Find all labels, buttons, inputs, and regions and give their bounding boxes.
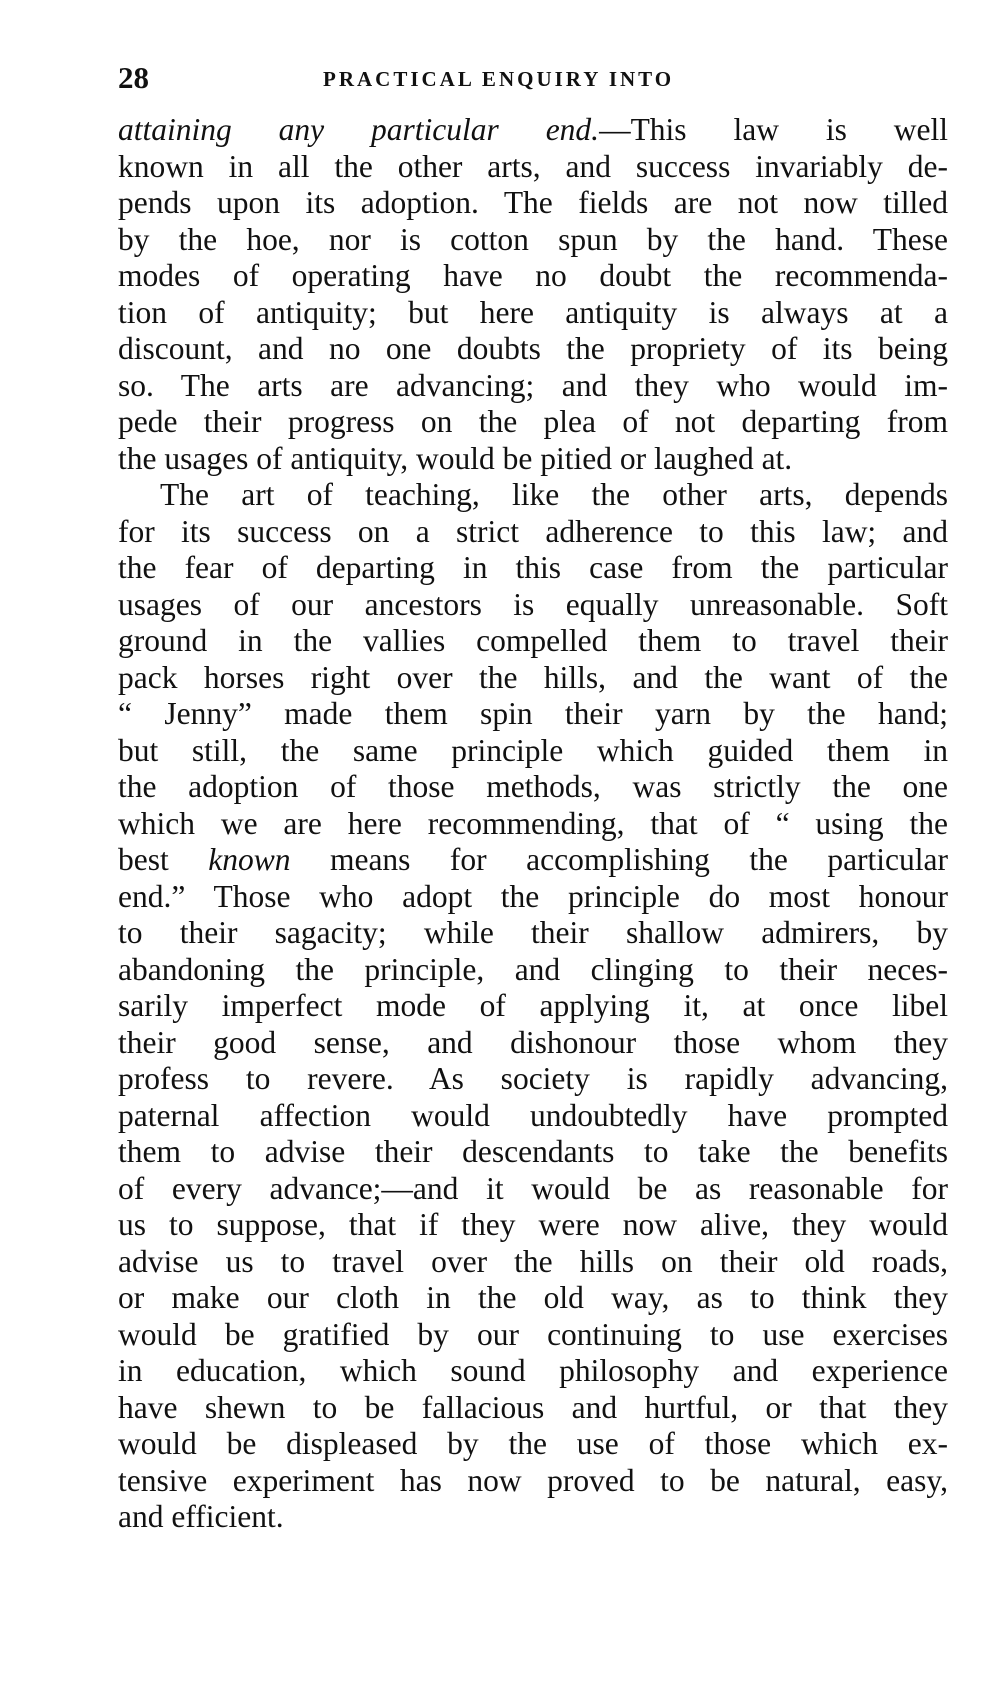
body-text (118, 112, 948, 1536)
page-number: 28 (118, 60, 149, 95)
text-line: pede their progress on the plea of not departing from (118, 404, 948, 439)
text-line (118, 112, 948, 149)
text-line: tion of antiquity; but here antiquity is always at a (118, 294, 948, 330)
text-line: them to advise their descendants to take the benefits (118, 1134, 948, 1169)
text-line: so. The arts are advancing; and they who would im- (118, 367, 948, 403)
text-line: or make our cloth in the old way, as to think they (118, 1280, 948, 1315)
text-line (118, 842, 948, 879)
text-line: paternal affection would undoubtedly have prompted (118, 1097, 948, 1133)
text-line: us to suppose, that if they were now alive, they would (118, 1207, 948, 1242)
text-line: pends upon its adoption. The fields are not now tilled (118, 185, 948, 220)
text-line: “ Jenny” made them spin their yarn by the hand; (118, 696, 948, 731)
text-line: usages of our ancestors is equally unreasonable. Soft (118, 586, 948, 622)
text-line: sarily imperfect mode of applying it, at once libel (118, 988, 948, 1023)
text-line: and efficient. (118, 1499, 284, 1534)
text-line: advise us to travel over the hills on their old roads, (118, 1243, 948, 1279)
text-span: best (118, 842, 209, 877)
paragraph-first-line: The art of teaching, like the other arts, depends (160, 477, 948, 512)
text-span: means for accomplishing the particular (290, 842, 948, 877)
text-line: abandoning the principle, and clinging to their neces- (118, 951, 948, 987)
text-line: but still, the same principle which guided them in (118, 732, 948, 768)
text-line: ground in the vallies compelled them to travel their (118, 623, 948, 658)
text-line: would be displeased by the use of those which ex- (118, 1426, 948, 1461)
italic-word: known (208, 842, 291, 877)
text-line: for its success on a strict adherence to this law; and (118, 513, 948, 549)
text-line: known in all the other arts, and success invariably de- (118, 148, 948, 184)
text-line: discount, and no one doubts the propriety of its being (118, 331, 948, 366)
text-line: profess to revere. As society is rapidly advancing, (118, 1061, 948, 1096)
text-line: which we are here recommending, that of “ using the (118, 805, 948, 841)
text-line: the usages of antiquity, would be pitied or laughed at. (118, 440, 793, 476)
text-line: to their sagacity; while their shallow admirers, by (118, 915, 948, 950)
text-line: in education, which sound philosophy and experience (118, 1353, 948, 1388)
text-line: the adoption of those methods, was strictly the one (118, 769, 948, 804)
text-line: would be gratified by our continuing to use exercises (118, 1316, 948, 1352)
text-line: pack horses right over the hills, and the want of the (118, 659, 948, 695)
running-head (118, 60, 948, 100)
text-line: by the hoe, nor is cotton spun by the hand. These (118, 221, 948, 257)
text-line: their good sense, and dishonour those whom they (118, 1024, 948, 1060)
text-span: —This law is well (599, 112, 948, 147)
text-line: have shewn to be fallacious and hurtful, or that they (118, 1389, 948, 1425)
running-title: PRACTICAL ENQUIRY INTO (323, 67, 675, 91)
text-line: end.” Those who adopt the principle do most honour (118, 878, 948, 914)
italic-phrase: attaining any particular end. (118, 112, 600, 147)
text-line: modes of operating have no doubt the recommenda- (118, 258, 948, 293)
text-line: of every advance;—and it would be as reasonable for (118, 1170, 948, 1206)
text-line: tensive experiment has now proved to be natural, easy, (118, 1462, 948, 1498)
text-line: the fear of departing in this case from the particular (118, 550, 948, 585)
